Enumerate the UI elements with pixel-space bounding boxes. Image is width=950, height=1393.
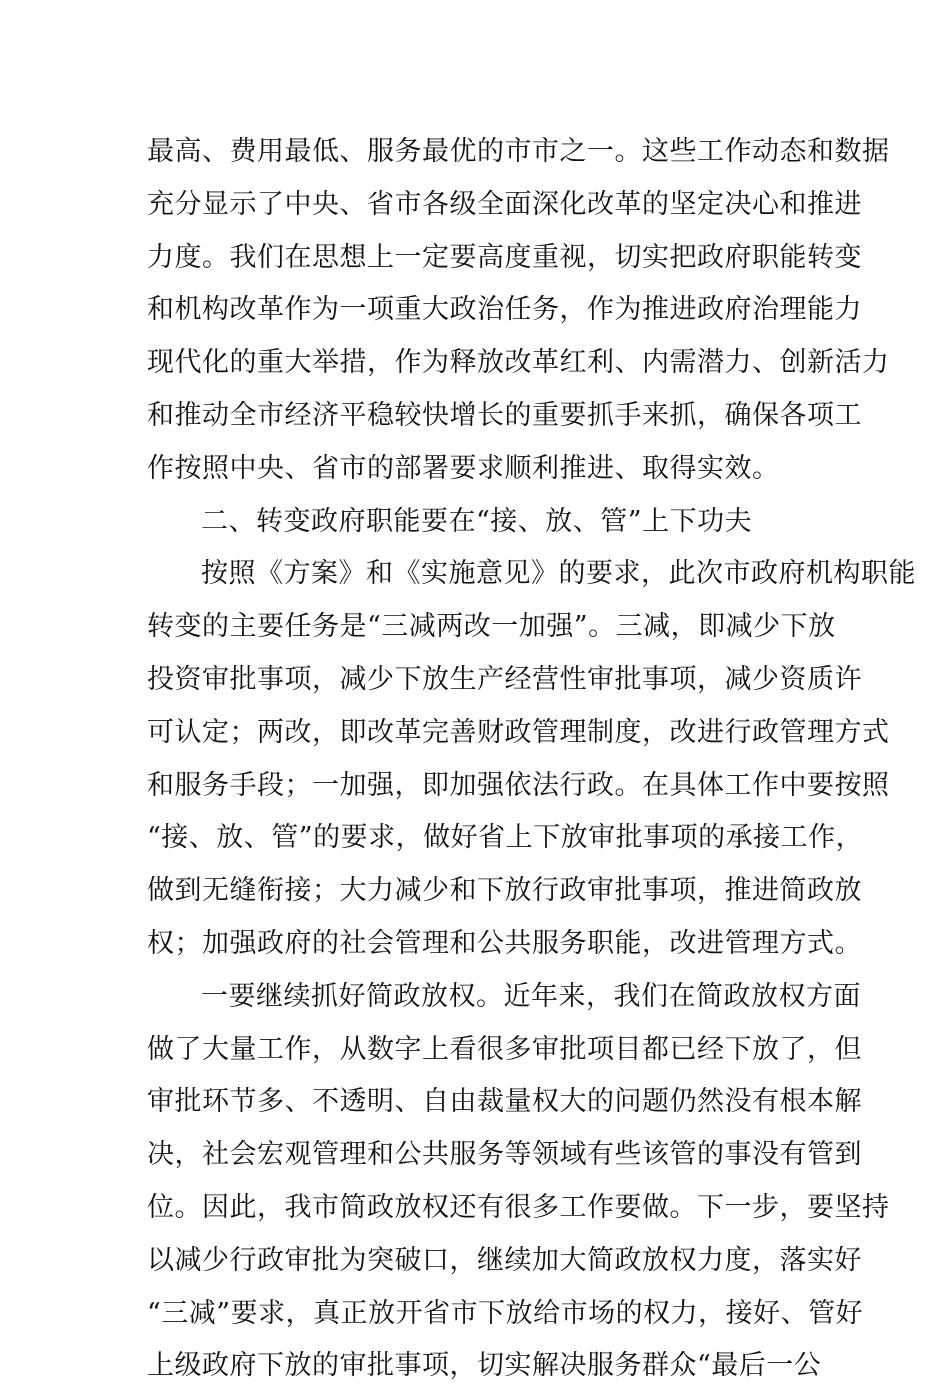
text-line: 上级政府下放的审批事项，切实解决服务群众“最后一公 xyxy=(147,1350,822,1382)
section-heading: 二、转变政府职能要在“接、放、管”上下功夫 xyxy=(201,505,753,537)
text-line: 和机构改革作为一项重大政治任务，作为推进政府治理能力 xyxy=(147,294,862,326)
text-line: 充分显示了中央、省市各级全面深化改革的坚定决心和推进 xyxy=(147,188,862,220)
text-line: 和推动全市经济平稳较快增长的重要抓手来抓，确保各项工 xyxy=(147,399,862,431)
text-line: 现代化的重大举措，作为释放改革红利、内需潜力、创新活力 xyxy=(147,347,890,379)
text-line: 力度。我们在思想上一定要高度重视，切实把政府职能转变 xyxy=(147,241,862,273)
text-line: 可认定；两改，即改革完善财政管理制度，改进行政管理方式 xyxy=(147,716,890,748)
text-line: 做了大量工作，从数字上看很多审批项目都已经下放了，但 xyxy=(147,1033,862,1065)
text-line: 最高、费用最低、服务最优的市市之一。这些工作动态和数据 xyxy=(147,136,890,167)
text-line: “接、放、管”的要求，做好省上下放审批事项的承接工作， xyxy=(147,822,864,854)
text-line: 位。因此，我市简政放权还有很多工作要做。下一步，要坚持 xyxy=(147,1191,890,1223)
text-line: 投资审批事项，减少下放生产经营性审批事项，减少资质许 xyxy=(147,663,862,695)
text-line: 权；加强政府的社会管理和公共服务职能，改进管理方式。 xyxy=(147,927,862,959)
text-line: 按照《方案》和《实施意见》的要求，此次市政府机构职能 xyxy=(201,558,916,590)
text-line: 作按照中央、省市的部署要求顺利推进、取得实效。 xyxy=(147,452,780,484)
text-line: 转变的主要任务是“三减两改一加强”。三减，即减少下放 xyxy=(147,611,836,643)
text-line: “三减”要求，真正放开省市下放给市场的权力，接好、管好 xyxy=(147,1297,864,1329)
body-text xyxy=(147,126,916,1393)
text-line: 以减少行政审批为突破口，继续加大简政放权力度，落实好 xyxy=(147,1244,862,1276)
text-line: 审批环节多、不透明、自由裁量权大的问题仍然没有根本解 xyxy=(147,1086,862,1118)
text-line: 和服务手段；一加强，即加强依法行政。在具体工作中要按照 xyxy=(147,769,890,801)
text-line: 决，社会宏观管理和公共服务等领域有些该管的事没有管到 xyxy=(147,1139,862,1171)
text-line: 做到无缝衔接；大力减少和下放行政审批事项，推进简政放 xyxy=(147,875,862,907)
text-line: 一要继续抓好简政放权。近年来，我们在简政放权方面 xyxy=(201,980,861,1012)
